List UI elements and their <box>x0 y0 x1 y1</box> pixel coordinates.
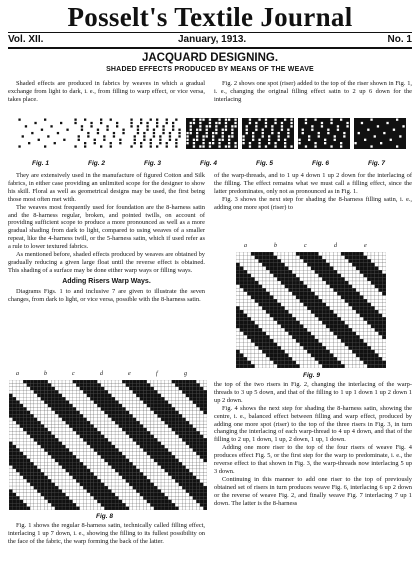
column-letter: f <box>156 371 158 377</box>
folio-rule <box>8 47 412 49</box>
left-para-2: The weaves most frequently used for foundation are the 8-harness satin and the 8-harness regular, broken, and pointed twills, on account of providing sufficient scope to produce a more pronounced as well as a more gradual shading from dark to light, compared to using weaves of a smaller repeat, like the 4-harness twill, or the 5-harness satin, which if used refer as a rule to lower textured fabrics. <box>8 203 205 251</box>
right-para-1: of the warp-threads, and to 1 up 4 down 1 up 2 down for the interlacing of the filling. The effect remains what we must call a filling effect, since the latter predominates, only not as pronounced as in Fig. 1. <box>214 172 412 195</box>
swatch-caption-1: Fig. 1 <box>32 160 49 167</box>
weave-swatch-2 <box>74 118 126 149</box>
right-para-3: the top of the two risers in Fig. 2, changing the interlacing of the warp-threads to 3 up 5 down, and that of the filling to 1 up 1 down 1 up 2 down 1 up 2 down. <box>214 381 412 404</box>
column-letter: b <box>44 371 47 377</box>
right-para-6: Continuing in this manner to add one riser to the top of previously obtained set of risers in turn produces weave Fig. 6, interlacing 6 up 2 down or the reverse of weave Fig. 2, and finally weave Fig. 7 interlacing 7 up 1 down. The latter is the 8-harness <box>214 475 412 507</box>
right-para-5: Adding one more riser to the top of the four risers of weave Fig. 4 produces effect Fig. 5, or the first step for the warp to predominate, i. e., the reverse effect to that shown in Fig. 3, the warp-threads now interlacing 5 up 3 down. <box>214 444 412 475</box>
intro-right <box>214 80 412 104</box>
weave-swatch-row <box>18 118 406 152</box>
fig8-weave-diagram <box>9 380 207 510</box>
article-heading: JACQUARD DESIGNING. <box>141 52 279 64</box>
swatch-caption-3: Fig. 3 <box>144 160 161 167</box>
column-letter: b <box>274 243 277 249</box>
issue-date: January, 1913. <box>178 34 247 45</box>
weave-swatch-7 <box>354 118 406 149</box>
right-column-bottom <box>214 381 412 508</box>
left-column <box>8 172 205 304</box>
issue-number: No. 1 <box>387 34 412 45</box>
column-letter: g <box>184 371 187 377</box>
column-letter: d <box>334 243 337 249</box>
column-letter: e <box>128 371 131 377</box>
left-para-3: As mentioned before, shaded effects produced by weaves are obtained by gradually reducing a given large float until the reverse effect is obtained. This shading of a surface may be done either warp ways or filling ways. <box>8 251 205 274</box>
weave-swatch-5 <box>242 118 294 149</box>
volume-label: Vol. XII. <box>8 34 44 45</box>
fig9-weave-diagram <box>236 252 386 368</box>
folio-line <box>8 34 412 46</box>
right-column-top <box>214 172 412 212</box>
left-para-4: Diagrams Figs. 1 to and inclusive 7 are given to illustrate the seven changes, from dark to light, or vice versa, possible with the 8-harness satin. <box>8 287 205 303</box>
column-letter: c <box>304 243 307 249</box>
weave-swatch-3 <box>130 118 182 149</box>
swatch-caption-4: Fig. 4 <box>200 160 217 167</box>
article-subheading: SHADED EFFECTS PRODUCED BY MEANS OF THE WEAVE <box>106 66 314 73</box>
intro-right-text: Fig. 2 shows one spot (riser) added to the top of the riser shown in Fig. 1, i. e., changing the original filling effect satin to 2 up 6 down for the interlacing <box>214 80 412 103</box>
left-subhead: Adding Risers Warp Ways. <box>62 277 151 285</box>
swatch-caption-5: Fig. 5 <box>256 160 273 167</box>
masthead-title: Posselt's Textile Journal <box>67 2 353 32</box>
column-letter: e <box>364 243 367 249</box>
left-bottom-text: Fig. 1 shows the regular 8-harness satin, technically called filling effect, interlacing 1 up 7 down, i. e., showing the filling to its fullest possibility on the face of the fabric, the warp forming the back of the latter. <box>8 522 205 545</box>
fig9-letter-row <box>236 243 386 251</box>
swatch-caption-6: Fig. 6 <box>312 160 329 167</box>
intro-left <box>8 80 205 104</box>
intro-left-text: Shaded effects are produced in fabrics by weaves in which a gradual exchange from light to dark, i. e., from filling to warp effect, or vice versa, takes place. <box>8 80 205 103</box>
column-letter: a <box>244 243 247 249</box>
left-para-1: They are extensively used in the manufacture of figured Cotton and Silk fabrics, in either case providing an unlimited scope for the designer to show his skill. Floral as well as geometrical designs may be used, the first being those most often met with. <box>8 172 205 203</box>
weave-swatch-4 <box>186 118 238 149</box>
right-para-2: Fig. 3 shows the next step for shading the 8-harness filling satin, i. e., adding one more spot (riser) to <box>214 195 412 211</box>
fig8-letter-row <box>8 371 206 379</box>
top-rule <box>8 32 412 33</box>
swatch-caption-7: Fig. 7 <box>368 160 385 167</box>
weave-swatch-6 <box>298 118 350 149</box>
swatch-caption-2: Fig. 2 <box>88 160 105 167</box>
right-para-4: Fig. 4 shows the next step for shading the 8-harness satin, showing the centre, i. e., balanced effect between filling and warp effect, produced by adding one more spot (riser) to the top of the three risers in Fig. 3, in turn changing the interlacing of each warp-thread to 4 up 4 down, and that of the filling to 2 up, 1 down, 1 up, 2 down, 1 up, 1 down. <box>214 404 412 444</box>
weave-swatch-1 <box>18 118 70 149</box>
column-letter: a <box>16 371 19 377</box>
fig9-caption: Fig. 9 <box>303 372 320 379</box>
fig8-caption: Fig. 8 <box>96 513 113 520</box>
left-bottom <box>8 522 205 546</box>
column-letter: d <box>100 371 103 377</box>
column-letter: c <box>72 371 75 377</box>
